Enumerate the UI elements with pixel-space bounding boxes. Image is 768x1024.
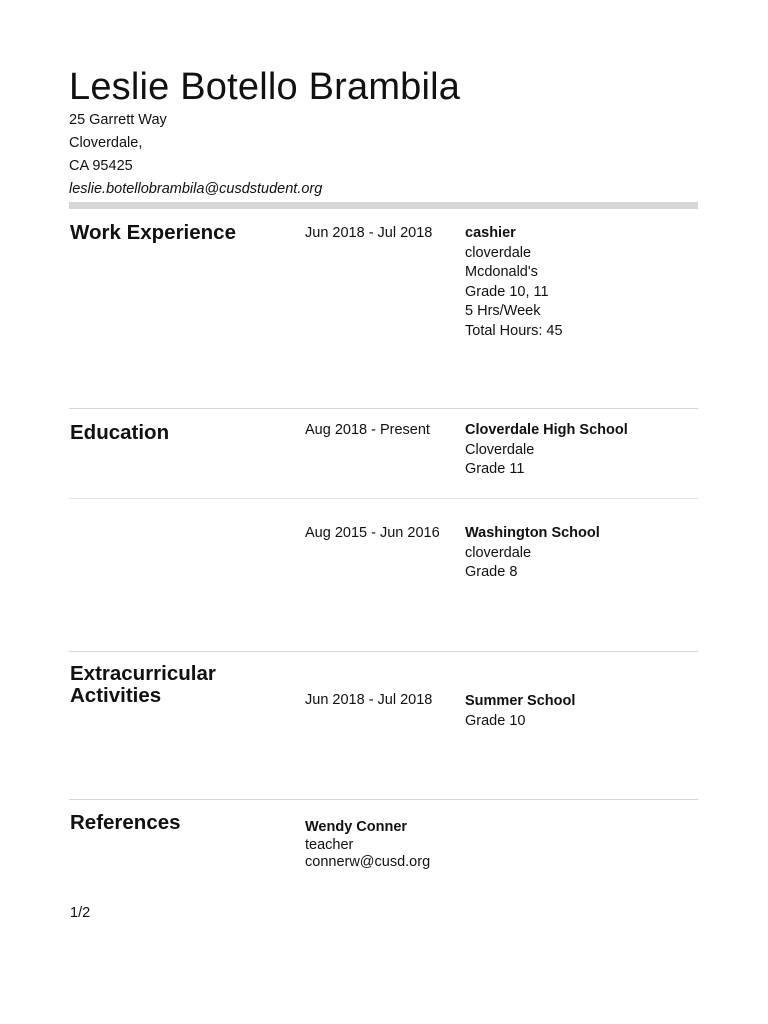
address-line-2: Cloverdale, — [69, 135, 143, 151]
extracurricular-heading — [70, 663, 216, 707]
page-number: 1/2 — [70, 905, 91, 921]
work-hours-week: 5 Hrs/Week — [465, 303, 541, 319]
extracurricular-heading-line-1: Extracurricular — [70, 662, 216, 685]
section-divider — [69, 799, 698, 800]
applicant-name: Leslie Botello Brambila — [69, 66, 461, 108]
work-employer: Mcdonald's — [465, 264, 538, 280]
education-entry-date: Aug 2015 - Jun 2016 — [305, 525, 440, 541]
education-entry-date: Aug 2018 - Present — [305, 422, 430, 438]
work-grade: Grade 10, 11 — [465, 283, 549, 300]
address-line-3: CA 95425 — [69, 158, 133, 174]
reference-entry — [305, 819, 430, 872]
work-experience-heading: Work Experience — [70, 221, 236, 244]
work-position: cashier — [465, 225, 516, 241]
address-line-1: 25 Garrett Way — [69, 112, 167, 128]
education-grade: Grade 11 — [465, 461, 525, 477]
activity-grade: Grade 10 — [465, 712, 526, 729]
section-divider — [69, 408, 698, 409]
header-divider — [69, 202, 698, 209]
section-divider — [69, 651, 698, 652]
work-location: cloverdale — [465, 244, 532, 261]
work-entry-date: Jun 2018 - Jul 2018 — [305, 225, 433, 241]
activity-entry — [465, 692, 575, 731]
activity-name: Summer School — [465, 693, 576, 709]
email-address: leslie.botellobrambila@cusdstudent.org — [69, 181, 323, 197]
reference-role: teacher — [305, 836, 354, 853]
work-total-hours: Total Hours: 45 — [465, 322, 563, 339]
education-location: cloverdale — [465, 544, 532, 561]
education-entry — [465, 421, 628, 480]
reference-email: connerw@cusd.org — [305, 854, 431, 870]
activity-entry-date: Jun 2018 - Jul 2018 — [305, 692, 433, 708]
education-heading: Education — [70, 421, 170, 444]
education-grade: Grade 8 — [465, 564, 518, 580]
work-entry — [465, 224, 563, 341]
education-school: Cloverdale High School — [465, 422, 628, 438]
education-entry — [465, 524, 600, 583]
extracurricular-heading-line-2: Activities — [70, 684, 162, 707]
entry-divider — [69, 498, 698, 499]
reference-name: Wendy Conner — [305, 819, 408, 835]
education-school: Washington School — [465, 525, 600, 541]
references-heading: References — [70, 811, 181, 834]
education-location: Cloverdale — [465, 441, 535, 458]
